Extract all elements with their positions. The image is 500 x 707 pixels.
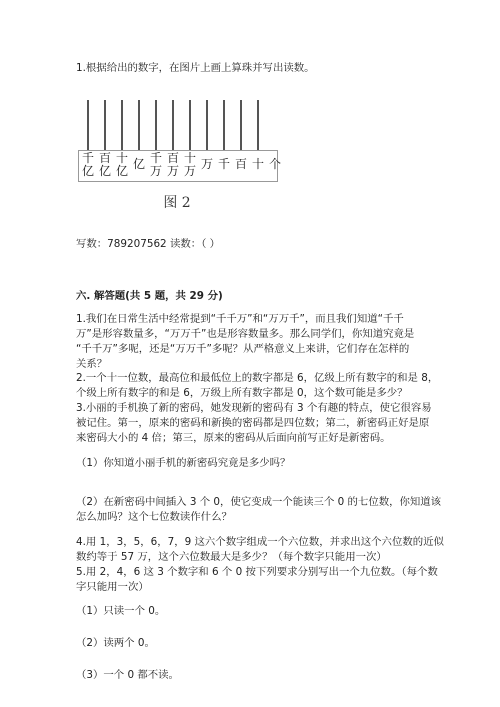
abacus-rod [240,100,242,152]
abacus-label-shiyi: 十 亿 [115,151,128,178]
problem-3-sub-1: （1）你知道小丽手机的新密码究竟是多少吗？ [76,457,291,469]
answer-line: 写数：789207562 读数：（ ） [76,238,221,250]
problem-5-line: 5.用 2，4，6 这 3 个数字和 6 个 0 按下列要求分别写出一个九位数。（每个数 [76,566,438,578]
problem-2-line: 2.一个十一位数，最高位和最低位上的数字都是 6，亿级上所有数字的和是 8， [76,372,439,384]
problem-3-line: 被记住。第一，原来的密码和新换的密码都是四位数；第二，新密码正好是原 [76,417,430,429]
problem-1-line: 1.我们在日常生活中经常提到“千千万”和“万万千”，而且我们知道“千千 [76,313,404,325]
problem-4-line: 4.用 1，3，5，6，7，9 这六个数字组成一个六位数，并求出这个六位数的近似 [76,536,444,548]
problem-3-line: 来密码大小的 4 倍；第三，原来的密码从后面向前写正好是新密码。 [76,432,391,444]
abacus-label-baiyi: 百 亿 [98,151,111,178]
problem-5-sub-2: （2）读两个 0。 [76,637,155,649]
problem-1-line: 万”是形容数量多，“万万千”也是形容数量多。那么同学们，你知道究竟是 [76,328,415,340]
problem-3-sub-2: （2）在新密码中间插入 3 个 0，使它变成一个能读三个 0 的七位数，你知道该 [76,496,442,508]
figure-caption: 图 2 [163,195,191,211]
abacus-rod [223,100,225,152]
abacus-rod [172,100,174,152]
problem-5-line: 字只能用一次） [76,581,149,593]
problem-5-sub-3: （3）一个 0 都不读。 [76,669,179,681]
abacus-rod [121,100,123,152]
abacus-label-ge: 个 [268,157,281,171]
abacus-label-shiwan: 十 万 [183,151,196,178]
problem-5-sub-1: （1）只读一个 0。 [76,605,166,617]
problem-4-line: 数约等于 57 万，这个六位数最大是多少？（每个数字只能用一次） [76,551,387,563]
abacus-label-qianwan: 千 万 [149,151,162,178]
question-1-title: 1.根据给出的数字，在图片上画上算珠并写出读数。 [76,62,315,74]
problem-3-line: 3.小丽的手机换了新的密码，她发现新的密码有 3 个有趣的特点，使它很容易 [76,402,432,414]
abacus-label-baiwan: 百 万 [166,151,179,178]
section-6-title: 六. 解答题(共 5 题，共 29 分) [76,290,223,302]
abacus-label-yi: 亿 [132,157,145,171]
abacus-label-qianyi: 千 亿 [81,151,94,178]
problem-2-line: 个级上所有数字的和是 6，万级上所有数字都是 0，这个数可能是多少？ [76,387,408,399]
abacus-rod [155,100,157,152]
abacus-rod [189,100,191,152]
abacus-rod [104,100,106,152]
problem-1-line: 关系？ [76,358,108,370]
abacus-rod [257,100,259,152]
problem-3-sub-2: 怎么加吗？这个七位数读作什么？ [76,511,232,523]
problem-1-line: “千千万”多呢，还是“万万千”多呢？从严格意义上来讲，它们存在怎样的 [76,343,410,355]
abacus-label-bai: 百 [234,157,247,171]
abacus-rod [138,100,140,152]
abacus-figure [78,100,281,214]
abacus-label-wan: 万 [200,157,213,171]
abacus-rod [206,100,208,152]
abacus-label-shi: 十 [251,157,264,171]
abacus-rod [87,100,89,152]
abacus-label-qian: 千 [217,157,230,171]
